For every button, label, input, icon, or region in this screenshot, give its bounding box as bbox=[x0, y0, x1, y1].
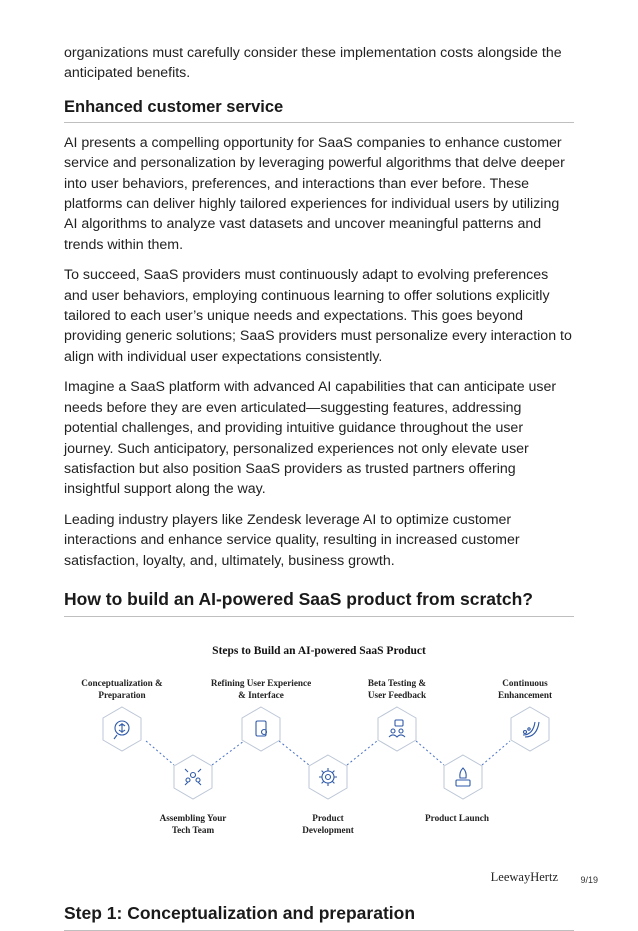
heading-step-1: Step 1: Conceptualization and preparation bbox=[64, 903, 574, 931]
step-hexagon-launch bbox=[444, 755, 482, 799]
step-hexagon-beta bbox=[378, 707, 416, 751]
paragraph: Imagine a SaaS platform with advanced AI capabilities that can anticipate user needs before they are even articulated—suggesting features, addressing potential challenges, and providing intuitive guidance throughout the user journey. Such anticipatory, personalized experiences not only elevate user satisfaction but also position SaaS providers as trusted partners offering insightful support along the way. bbox=[64, 379, 557, 498]
step-label-beta: Beta Testing & User Feedback bbox=[367, 677, 427, 701]
step-hexagon-tech-team bbox=[174, 755, 212, 799]
step-label-conceptualization: Conceptualization & Preparation bbox=[81, 677, 163, 701]
heading-enhanced-customer-service: Enhanced customer service bbox=[64, 98, 574, 123]
paragraph: To succeed, SaaS providers must continuously adapt to evolving preferences and user behaviors, employing continuous learning to offer solutions explicitly tailored to each user’s unique needs and expectations. This goes beyond providing generic solutions; SaaS providers must personalize every interaction to align with individual user expectations consistently. bbox=[64, 267, 572, 365]
step-label-launch: Product Launch bbox=[425, 812, 489, 823]
step-label-ux: Refining User Experience & Interface bbox=[210, 677, 312, 701]
content-column bbox=[64, 43, 574, 931]
page-number: 9/19 bbox=[580, 875, 598, 885]
step-label-enhancement: Continuous Enhancement bbox=[497, 677, 553, 701]
step-hexagon-development bbox=[309, 755, 347, 799]
step-hexagon-ux bbox=[242, 707, 280, 751]
heading-how-to-build: How to build an AI-powered SaaS product from scratch? bbox=[64, 589, 574, 617]
step-label-development: Product Development bbox=[302, 812, 354, 836]
steps-diagram bbox=[64, 617, 574, 885]
steps-infographic bbox=[64, 617, 574, 885]
paragraph-top: organizations must carefully consider these implementation costs alongside the anticipated benefits. bbox=[64, 45, 562, 82]
paragraph: Leading industry players like Zendesk leverage AI to optimize customer interactions and enhance service quality, resulting in increased customer satisfaction, loyalty, and, ultimately, business growth. bbox=[64, 511, 520, 569]
step-hexagon-conceptualization bbox=[103, 707, 141, 751]
infographic-title: Steps to Build an AI-powered SaaS Product bbox=[212, 644, 426, 657]
step-hexagon-enhancement bbox=[511, 707, 549, 751]
step-label-tech-team: Assembling Your Tech Team bbox=[159, 812, 227, 836]
paragraph: AI presents a compelling opportunity for SaaS companies to enhance customer service and personalization by leveraging powerful algorithms that delve deeper into user behaviors, preferences, and interactions than ever before. These platforms can deliver highly tailored experiences for individual users by utilizing AI algorithms to analyze vast datasets and uncover meaningful patterns and trends within them. bbox=[64, 134, 565, 253]
brand-logo: LeewayHertz bbox=[490, 869, 558, 884]
